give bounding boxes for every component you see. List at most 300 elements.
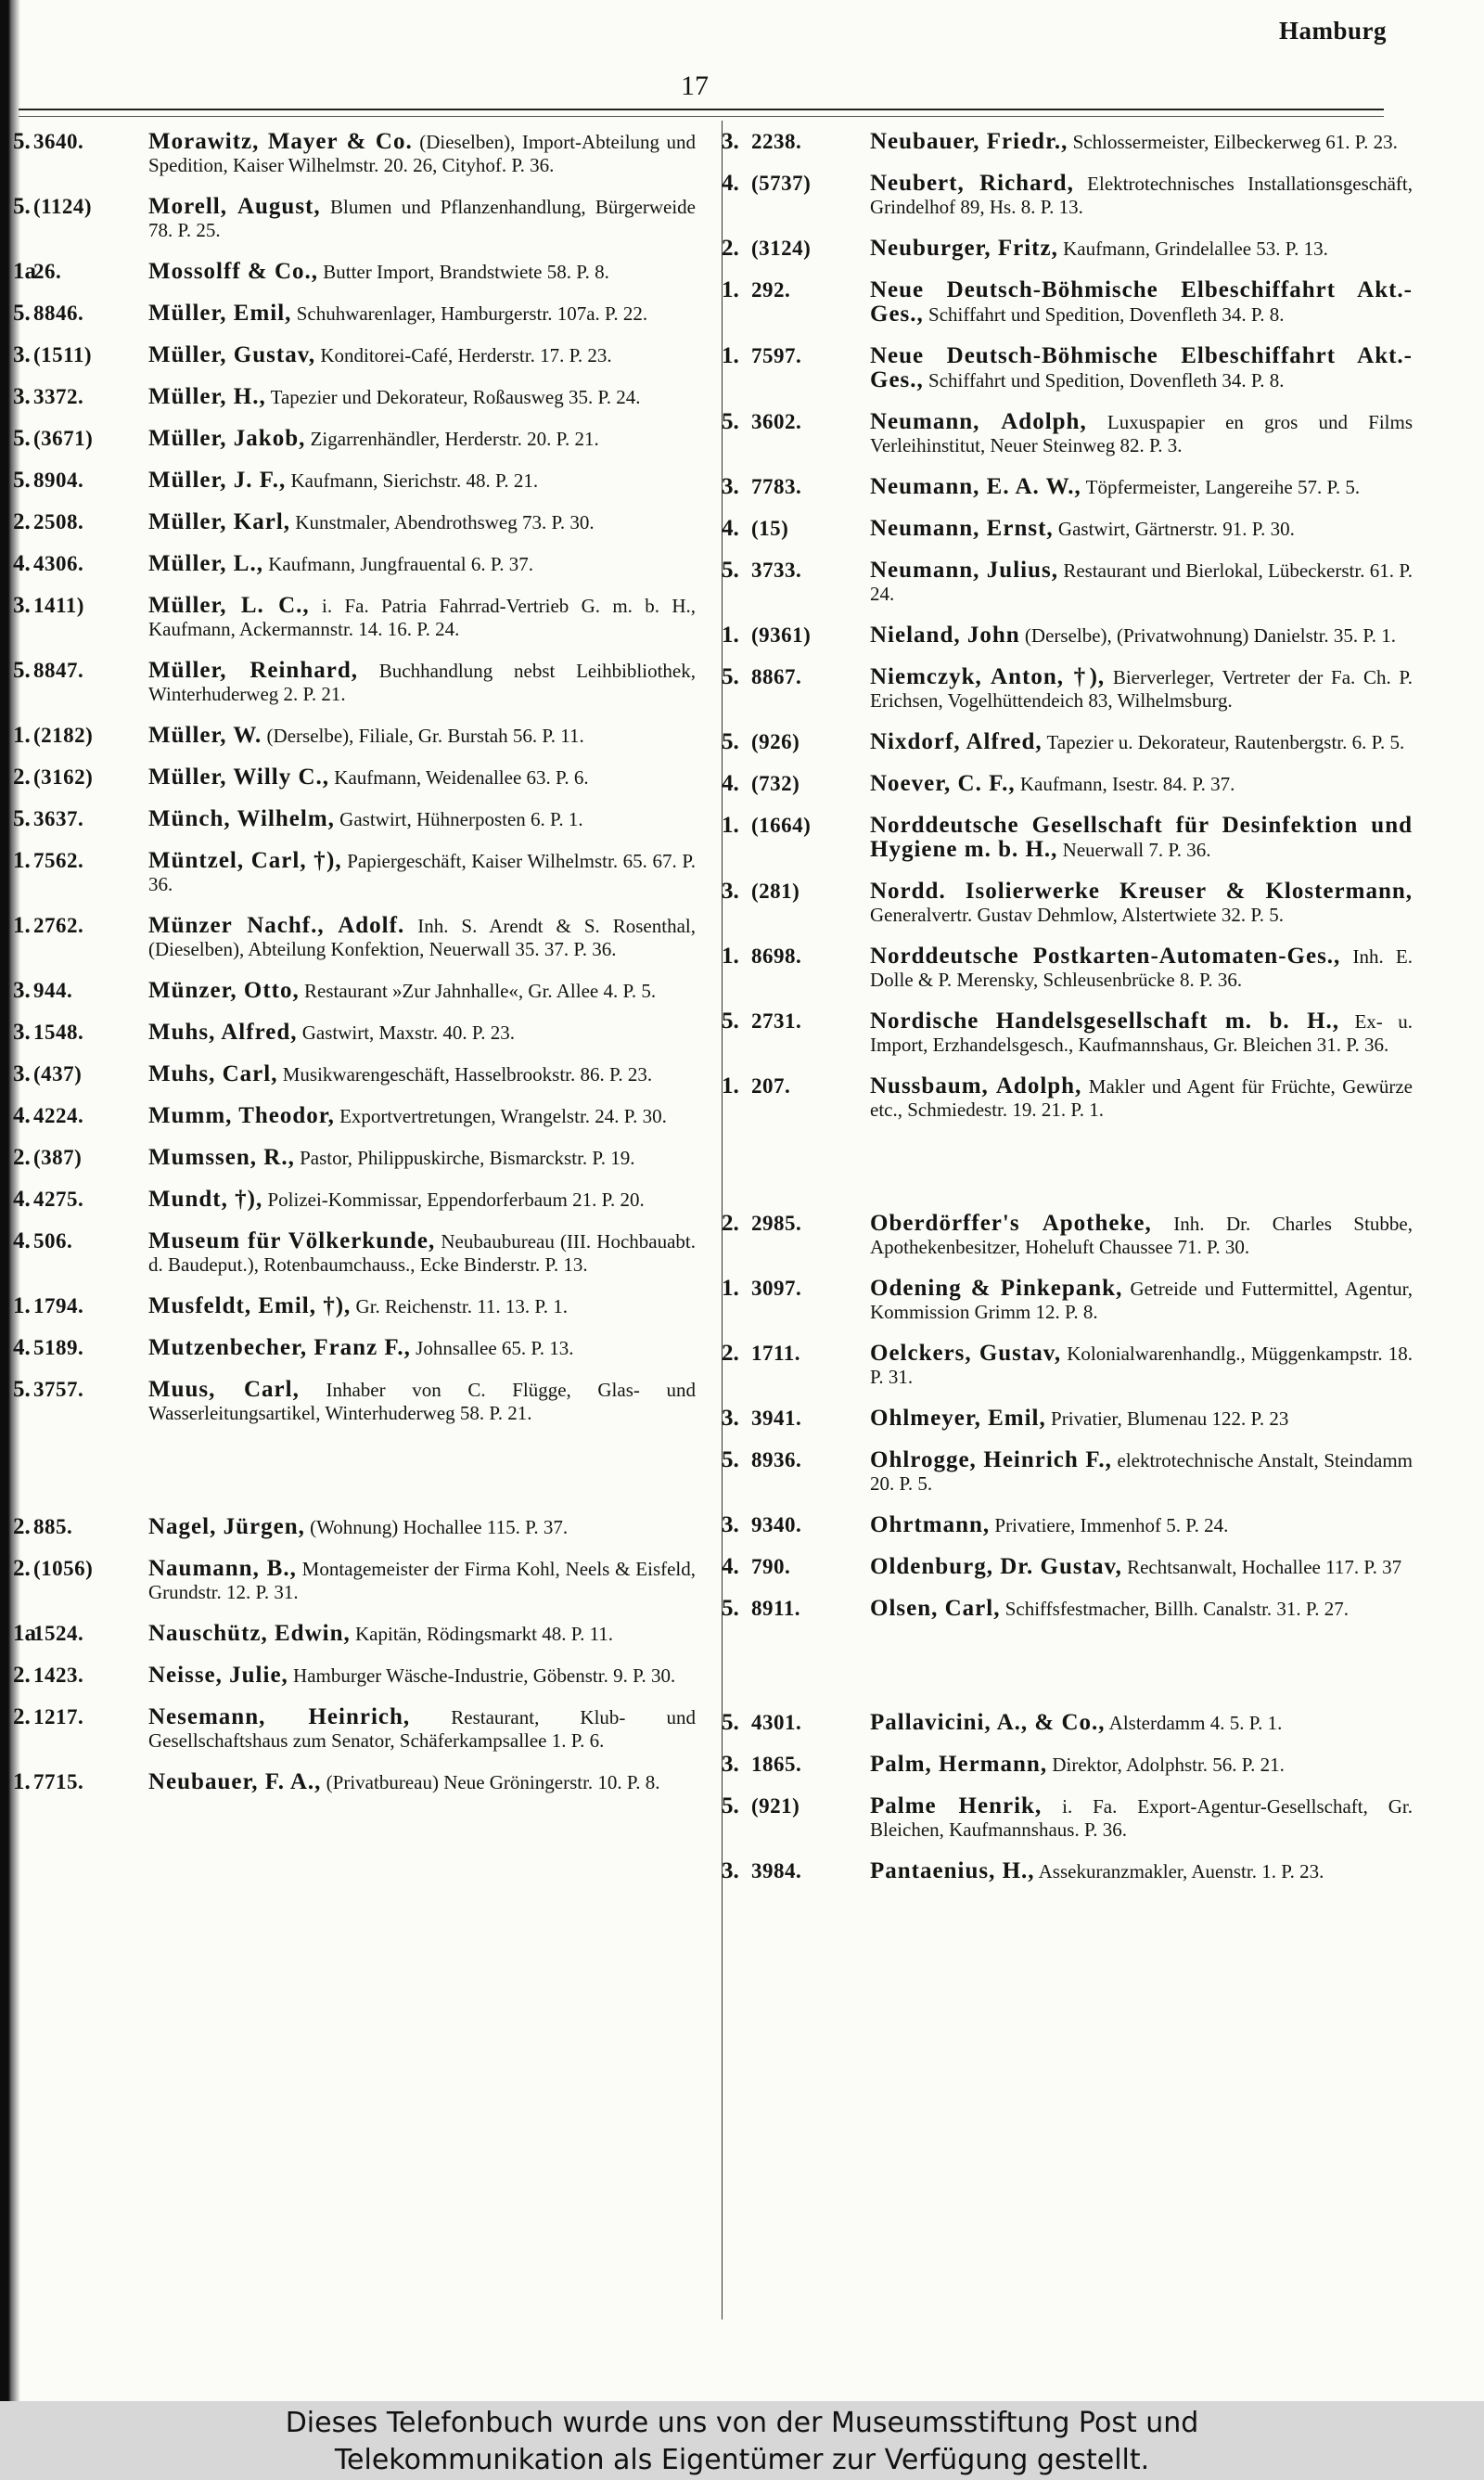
- exchange-line: 3.: [13, 978, 31, 1003]
- subscriber-name: Nauschütz, Edwin,: [148, 1621, 351, 1646]
- subscriber-details: Inhaber von C. Flügge, Glas- und Wasserleitungsartikel, Winterhuderweg 58. P. 21.: [148, 1379, 696, 1424]
- directory-entry: [722, 623, 1413, 648]
- directory-entry: [13, 914, 696, 961]
- exchange-line: 3.: [722, 474, 739, 499]
- header-rule-thin: [19, 116, 1384, 117]
- phone-number: 7715.: [33, 1770, 84, 1793]
- entry-text: [870, 1794, 1413, 1842]
- entry-text: [148, 427, 696, 451]
- exchange-line: 2.: [722, 1341, 739, 1366]
- entry-text: [870, 172, 1413, 219]
- exchange-line: 1.: [13, 1769, 31, 1794]
- subscriber-name: Ohlmeyer, Emil,: [870, 1406, 1046, 1431]
- directory-entry: [13, 979, 696, 1003]
- exchange-line: 4.: [13, 1228, 31, 1253]
- subscriber-name: Nesemann, Heinrich,: [148, 1704, 411, 1729]
- subscriber-details: Buchhandlung nebst Leihbibliothek, Winterhuderweg 2. P. 21.: [148, 660, 696, 705]
- exchange-line: 3.: [13, 1061, 31, 1086]
- subscriber-details: Polizei-Kommissar, Eppendorferbaum 21. P. 20.: [267, 1189, 645, 1211]
- entry-text: [870, 665, 1413, 713]
- directory-entry: [722, 1448, 1413, 1496]
- entry-text: [870, 559, 1413, 606]
- entry-text: [148, 385, 696, 409]
- directory-entry: [13, 510, 696, 534]
- directory-entry: [722, 130, 1413, 154]
- exchange-line: 3.: [722, 879, 739, 904]
- exchange-line: 3.: [722, 1858, 739, 1883]
- exchange-line: 3.: [13, 342, 31, 367]
- subscriber-name: Neubauer, Friedr.,: [870, 129, 1068, 154]
- entry-text: [148, 1104, 696, 1128]
- subscriber-details: Johnsallee 65. P. 13.: [416, 1337, 574, 1359]
- exchange-line: 5.: [13, 806, 31, 831]
- directory-entry: [13, 343, 696, 367]
- entry-text: [870, 623, 1413, 648]
- footer-notice: [0, 2401, 1484, 2480]
- exchange-line: 1.: [13, 723, 31, 748]
- subscriber-name: Nordd. Isolierwerke Kreuser & Klostermann,: [870, 879, 1413, 904]
- phone-number: (5737): [751, 172, 812, 195]
- entry-text: [870, 1407, 1413, 1431]
- exchange-line: 5.: [13, 194, 31, 219]
- directory-entry: [722, 517, 1413, 541]
- entry-text: [148, 1146, 696, 1170]
- phone-number: 3097.: [751, 1277, 802, 1300]
- exchange-line: 4.: [13, 1335, 31, 1360]
- city-heading: Hamburg: [1278, 17, 1387, 45]
- entry-text: [870, 344, 1413, 392]
- entry-text: [870, 1597, 1413, 1621]
- subscriber-name: Olsen, Carl,: [870, 1596, 1001, 1621]
- entry-text: [870, 772, 1413, 796]
- phone-number: 506.: [33, 1229, 73, 1253]
- subscriber-name: Neue Deutsch-Böhmische Elbeschiffahrt Akt.-Ges.,: [870, 277, 1413, 327]
- exchange-line: 4.: [13, 1103, 31, 1128]
- phone-number: 1865.: [751, 1753, 802, 1776]
- subscriber-name: Oberdörffer's Apotheke,: [870, 1211, 1152, 1236]
- entry-text: [148, 1622, 696, 1646]
- subscriber-details: Inh. E. Dolle & P. Merensky, Schleusenbrücke 8. P. 36.: [870, 945, 1413, 991]
- exchange-line: 2.: [13, 765, 31, 790]
- entry-text: [148, 1378, 696, 1425]
- directory-entry: [13, 1229, 696, 1277]
- subscriber-details: Schiffsfestmacher, Billh. Canalstr. 31. P. 27.: [1004, 1598, 1350, 1620]
- phone-number: (2182): [33, 724, 94, 747]
- exchange-line: 4.: [13, 1187, 31, 1212]
- entry-text: [148, 1770, 696, 1794]
- directory-entry: [13, 765, 696, 790]
- entry-text: [148, 594, 696, 641]
- subscriber-name: Nordische Handelsgesellschaft m. b. H.,: [870, 1009, 1340, 1034]
- subscriber-details: Hamburger Wäsche-Industrie, Göbenstr. 9. P. 30.: [293, 1664, 676, 1687]
- entry-text: [148, 807, 696, 831]
- phone-number: (437): [33, 1062, 83, 1086]
- subscriber-name: Müntzel, Carl, †),: [148, 848, 342, 873]
- directory-entry: [13, 552, 696, 576]
- exchange-line: 3.: [722, 1752, 739, 1777]
- entry-text: [148, 979, 696, 1003]
- subscriber-details: Kaufmann, Weidenallee 63. P. 6.: [334, 766, 589, 789]
- phone-number: 1711.: [751, 1342, 800, 1365]
- entry-text: [870, 130, 1413, 154]
- entry-text: [148, 195, 696, 242]
- entry-text: [148, 914, 696, 961]
- exchange-line: 5.: [722, 558, 739, 583]
- section-gap: [722, 1638, 1413, 1711]
- subscriber-details: Töpfermeister, Langereihe 57. P. 5.: [1085, 476, 1361, 498]
- phone-number: 8911.: [751, 1597, 800, 1620]
- subscriber-name: Neuburger, Fritz,: [870, 236, 1058, 261]
- subscriber-details: Restaurant »Zur Jahnhalle«, Gr. Allee 4. P. 5.: [304, 980, 657, 1002]
- exchange-line: 4.: [722, 1554, 739, 1579]
- entry-text: [148, 1229, 696, 1277]
- exchange-line: 3.: [13, 593, 31, 618]
- phone-number: 2762.: [33, 914, 84, 937]
- directory-entry: [722, 172, 1413, 219]
- phone-number: 5189.: [33, 1336, 84, 1359]
- exchange-line: 5.: [722, 1793, 739, 1818]
- exchange-line: 1a: [13, 259, 36, 284]
- directory-entry: [722, 730, 1413, 754]
- phone-number: 1423.: [33, 1664, 84, 1687]
- directory-entry: [722, 237, 1413, 261]
- directory-entry: [13, 1664, 696, 1688]
- subscriber-name: Naumann, B.,: [148, 1556, 297, 1581]
- entry-text: [148, 302, 696, 326]
- subscriber-name: Müller, H.,: [148, 384, 266, 409]
- exchange-line: 5.: [13, 426, 31, 451]
- subscriber-details: Restaurant, Klub- und Gesellschaftshaus zum Senator, Schäferkampsallee 1. P. 6.: [148, 1706, 697, 1752]
- subscriber-name: Münzer Nachf., Adolf.: [148, 913, 405, 938]
- subscriber-details: Pastor, Philippuskirche, Bismarckstr. P. 19.: [300, 1147, 635, 1169]
- phone-number: 1524.: [33, 1622, 84, 1645]
- directory-entry: [722, 559, 1413, 606]
- directory-entry: [13, 1146, 696, 1170]
- exchange-line: 5.: [13, 658, 31, 683]
- phone-number: (1056): [33, 1557, 94, 1580]
- directory-entry: [13, 1705, 696, 1753]
- entry-text: [870, 944, 1413, 992]
- phone-number: 1548.: [33, 1021, 84, 1044]
- subscriber-details: Tapezier u. Dekorateur, Rautenbergstr. 6. P. 5.: [1046, 731, 1405, 753]
- exchange-line: 2.: [13, 1704, 31, 1729]
- phone-number: 3640.: [33, 130, 84, 153]
- subscriber-name: Nagel, Jürgen,: [148, 1514, 305, 1539]
- directory-entry: [13, 1294, 696, 1318]
- subscriber-name: Mossolff & Co.,: [148, 259, 319, 284]
- subscriber-name: Palme Henrik,: [870, 1793, 1043, 1818]
- entry-text: [148, 1705, 696, 1753]
- subscriber-details: Butter Import, Brandstwiete 58. P. 8.: [323, 261, 609, 283]
- subscriber-name: Neumann, E. A. W.,: [870, 474, 1081, 499]
- subscriber-name: Morawitz, Mayer & Co.: [148, 129, 413, 154]
- entry-text: [870, 1859, 1413, 1883]
- entry-text: [870, 1277, 1413, 1324]
- directory-entry: [13, 807, 696, 831]
- subscriber-name: Müller, Willy C.,: [148, 765, 330, 790]
- phone-number: 2238.: [751, 130, 802, 153]
- exchange-line: 5.: [722, 664, 739, 689]
- subscriber-details: Exportvertretungen, Wrangelstr. 24. P. 30.: [339, 1105, 667, 1127]
- phone-number: 26.: [33, 260, 62, 283]
- left-column: [13, 130, 696, 1812]
- phone-number: 4275.: [33, 1188, 84, 1211]
- exchange-line: 4.: [722, 771, 739, 796]
- phone-number: 2731.: [751, 1009, 802, 1033]
- exchange-line: 5.: [13, 1377, 31, 1402]
- directory-entry: [13, 659, 696, 706]
- subscriber-details: Musikwarengeschäft, Hasselbrookstr. 86. P. 23.: [282, 1063, 653, 1086]
- subscriber-details: Kaufmann, Isestr. 84. P. 37.: [1019, 773, 1235, 795]
- subscriber-details: Bierverleger, Vertreter der Fa. Ch. P. Erichsen, Vogelhüttendeich 83, Wilhelmsburg.: [870, 666, 1414, 712]
- exchange-line: 5.: [722, 1447, 739, 1472]
- exchange-line: 3.: [722, 1512, 739, 1537]
- exchange-line: 5.: [13, 301, 31, 326]
- subscriber-name: Oelckers, Gustav,: [870, 1341, 1062, 1366]
- entry-text: [870, 1711, 1413, 1735]
- phone-number: (1664): [751, 814, 812, 837]
- phone-number: 8846.: [33, 302, 84, 325]
- exchange-line: 1.: [722, 277, 739, 302]
- exchange-line: 2.: [13, 1663, 31, 1688]
- subscriber-details: Zigarrenhändler, Herderstr. 20. P. 21.: [310, 428, 599, 450]
- subscriber-details: Getreide und Futtermittel, Agentur, Kommission Grimm 12. P. 8.: [870, 1278, 1414, 1323]
- exchange-line: 3.: [722, 129, 739, 154]
- directory-entry: [722, 880, 1413, 927]
- subscriber-details: Gr. Reichenstr. 11. 13. P. 1.: [355, 1295, 569, 1317]
- phone-number: 3941.: [751, 1407, 802, 1430]
- directory-entry: [13, 302, 696, 326]
- directory-entry: [722, 1342, 1413, 1389]
- directory-entry: [722, 1711, 1413, 1735]
- directory-entry: [722, 1074, 1413, 1122]
- subscriber-name: Mundt, †),: [148, 1187, 263, 1212]
- subscriber-name: Mutzenbecher, Franz F.,: [148, 1335, 411, 1360]
- entry-text: [148, 1188, 696, 1212]
- entry-text: [148, 510, 696, 534]
- phone-number: (921): [751, 1794, 800, 1818]
- subscriber-name: Müller, W.: [148, 723, 262, 748]
- directory-entry: [13, 1557, 696, 1604]
- subscriber-name: Pallavicini, A., & Co.,: [870, 1710, 1106, 1735]
- directory-entry: [13, 260, 696, 284]
- subscriber-name: Muhs, Carl,: [148, 1061, 278, 1086]
- subscriber-name: Musfeldt, Emil, †),: [148, 1293, 352, 1318]
- exchange-line: 5.: [722, 1009, 739, 1034]
- subscriber-name: Nussbaum, Adolph,: [870, 1073, 1082, 1099]
- subscriber-name: Odening & Pinkepank,: [870, 1276, 1123, 1301]
- exchange-line: 2.: [722, 1211, 739, 1236]
- entry-text: [148, 469, 696, 493]
- phone-number: (281): [751, 880, 800, 903]
- entry-text: [870, 475, 1413, 499]
- directory-entry: [13, 849, 696, 896]
- subscriber-details: i. Fa. Export-Agentur-Gesellschaft, Gr. Bleichen, Kaufmannshaus. P. 36.: [870, 1795, 1414, 1841]
- directory-entry: [13, 1104, 696, 1128]
- subscriber-details: Restaurant und Bierlokal, Lübeckerstr. 61. P. 24.: [870, 559, 1413, 605]
- directory-entry: [722, 665, 1413, 713]
- directory-entry: [13, 1021, 696, 1045]
- phone-number: (15): [751, 517, 789, 540]
- phone-number: 944.: [33, 979, 73, 1002]
- entry-text: [148, 1336, 696, 1360]
- entry-text: [870, 410, 1413, 457]
- exchange-line: 3.: [13, 1020, 31, 1045]
- directory-entry: [722, 814, 1413, 862]
- directory-entry: [722, 772, 1413, 796]
- phone-number: 790.: [751, 1555, 791, 1578]
- subscriber-details: Inh. Dr. Charles Stubbe, Apothekenbesitzer, Hoheluft Chaussee 71. P. 30.: [870, 1213, 1414, 1258]
- phone-number: (3162): [33, 765, 94, 789]
- subscriber-details: Privatier, Blumenau 122. P. 23: [1051, 1407, 1289, 1430]
- exchange-line: 3.: [722, 1406, 739, 1431]
- exchange-line: 1.: [13, 848, 31, 873]
- exchange-line: 2.: [13, 1556, 31, 1581]
- exchange-line: 4.: [722, 171, 739, 196]
- entry-text: [148, 765, 696, 790]
- phone-number: (1124): [33, 195, 93, 218]
- page-number: 17: [681, 71, 709, 101]
- phone-number: (1511): [33, 343, 93, 366]
- phone-number: 8698.: [751, 944, 802, 968]
- subscriber-details: Schlossermeister, Eilbeckerweg 61. P. 23.: [1072, 131, 1398, 153]
- section-gap: [13, 1443, 696, 1515]
- exchange-line: 5.: [722, 1596, 739, 1621]
- entry-text: [148, 1664, 696, 1688]
- page-header: [0, 17, 1484, 119]
- phone-number: 3372.: [33, 385, 84, 408]
- subscriber-name: Neumann, Ernst,: [870, 516, 1054, 541]
- subscriber-details: Gastwirt, Hühnerposten 6. P. 1.: [339, 808, 583, 830]
- directory-entry: [13, 469, 696, 493]
- phone-number: 1411): [33, 594, 84, 617]
- subscriber-name: Müller, Jakob,: [148, 426, 306, 451]
- directory-entry: [13, 1378, 696, 1425]
- subscriber-name: Mumm, Theodor,: [148, 1103, 335, 1128]
- directory-entry: [13, 195, 696, 242]
- exchange-line: 1.: [722, 1276, 739, 1301]
- phone-number: 7783.: [751, 475, 802, 498]
- subscriber-details: Luxuspapier en gros und Films Verleihinstitut, Neuer Steinweg 82. P. 3.: [870, 411, 1414, 456]
- directory-entry: [722, 1794, 1413, 1842]
- subscriber-details: Elektrotechnisches Installationsgeschäft, Grindelhof 89, Hs. 8. P. 13.: [870, 173, 1413, 218]
- subscriber-name: Norddeutsche Postkarten-Automaten-Ges.,: [870, 944, 1341, 969]
- footer-line-2: Telekommunikation als Eigentümer zur Verfügung gestellt.: [334, 2444, 1150, 2476]
- subscriber-details: Konditorei-Café, Herderstr. 17. P. 23.: [320, 344, 612, 366]
- subscriber-name: Ohrtmann,: [870, 1512, 991, 1537]
- subscriber-details: Direktor, Adolphstr. 56. P. 21.: [1052, 1754, 1285, 1776]
- phone-number: 7597.: [751, 344, 802, 367]
- subscriber-name: Muhs, Alfred,: [148, 1020, 298, 1045]
- exchange-line: 1.: [722, 343, 739, 368]
- subscriber-details: Neubaubureau (III. Hochbauabt. d. Baudeput.), Rotenbaumchauss., Ecke Binderstr. P. 13.: [148, 1230, 696, 1276]
- subscriber-name: Münch, Wilhelm,: [148, 806, 335, 831]
- exchange-line: 4.: [722, 516, 739, 541]
- subscriber-details: Inh. S. Arendt & S. Rosenthal, (Dieselben), Abteilung Konfektion, Neuerwall 35. 37. P. 36.: [148, 915, 696, 960]
- directory-entry: [722, 278, 1413, 327]
- phone-number: 8867.: [751, 665, 802, 688]
- exchange-line: 1.: [13, 913, 31, 938]
- exchange-line: 2.: [13, 1145, 31, 1170]
- exchange-line: 2.: [13, 509, 31, 534]
- entry-text: [148, 130, 696, 177]
- entry-text: [870, 1212, 1413, 1259]
- entry-text: [870, 1009, 1413, 1057]
- subscriber-details: Montagemeister der Firma Kohl, Neels & Eisfeld, Grundstr. 12. P. 31.: [148, 1558, 697, 1603]
- entry-text: [870, 730, 1413, 754]
- directory-entry: [722, 1555, 1413, 1579]
- subscriber-details: Gastwirt, Gärtnerstr. 91. P. 30.: [1057, 518, 1295, 540]
- subscriber-name: Müller, Reinhard,: [148, 658, 358, 683]
- phone-number: 3637.: [33, 807, 84, 830]
- subscriber-name: Mumssen, R.,: [148, 1145, 295, 1170]
- entry-text: [148, 659, 696, 706]
- entry-text: [870, 1342, 1413, 1389]
- entry-text: [870, 278, 1413, 327]
- subscriber-details: elektrotechnische Anstalt, Steindamm 20. P. 5.: [870, 1449, 1414, 1495]
- phone-number: 292.: [751, 278, 791, 302]
- exchange-line: 1.: [722, 623, 739, 648]
- subscriber-name: Ohlrogge, Heinrich F.,: [870, 1447, 1112, 1472]
- directory-entry: [13, 1770, 696, 1794]
- phone-number: (3671): [33, 427, 94, 450]
- subscriber-name: Noever, C. F.,: [870, 771, 1016, 796]
- phone-number: 2985.: [751, 1212, 802, 1235]
- entry-text: [870, 1448, 1413, 1496]
- exchange-line: 4.: [13, 551, 31, 576]
- phone-number: 8847.: [33, 659, 84, 682]
- phone-number: (926): [751, 730, 800, 753]
- directory-entry: [722, 1277, 1413, 1324]
- entry-text: [148, 1062, 696, 1086]
- exchange-line: 5.: [13, 129, 31, 154]
- subscriber-name: Neubert, Richard,: [870, 171, 1074, 196]
- subscriber-name: Niemczyk, Anton, †),: [870, 664, 1106, 689]
- subscriber-details: Generalvertr. Gustav Dehmlow, Alstertwiete 32. P. 5.: [870, 904, 1284, 926]
- entry-text: [148, 552, 696, 576]
- phone-number: 2508.: [33, 510, 84, 533]
- subscriber-details: (Derselbe), Filiale, Gr. Burstah 56. P. 11.: [266, 725, 584, 747]
- phone-number: 1217.: [33, 1705, 84, 1728]
- entry-text: [148, 343, 696, 367]
- phone-number: (732): [751, 772, 800, 795]
- exchange-line: 5.: [722, 1710, 739, 1735]
- directory-entry: [722, 1212, 1413, 1259]
- subscriber-details: Papiergeschäft, Kaiser Wilhelmstr. 65. 67. P. 36.: [148, 850, 696, 895]
- entry-text: [870, 814, 1413, 862]
- entry-text: [148, 1557, 696, 1604]
- exchange-line: 5.: [722, 729, 739, 754]
- directory-entry: [13, 1622, 696, 1646]
- subscriber-name: Müller, L. C.,: [148, 593, 310, 618]
- subscriber-details: Blumen und Pflanzenhandlung, Bürgerweide 78. P. 25.: [148, 196, 697, 241]
- directory-entry: [722, 475, 1413, 499]
- subscriber-name: Müller, L.,: [148, 551, 263, 576]
- phone-number: 4224.: [33, 1104, 84, 1127]
- directory-entry: [13, 724, 696, 748]
- subscriber-details: Tapezier und Dekorateur, Roßausweg 35. P. 24.: [270, 386, 641, 408]
- subscriber-name: Neumann, Adolph,: [870, 409, 1087, 434]
- exchange-line: 1.: [722, 1073, 739, 1099]
- subscriber-details: Schiffahrt und Spedition, Dovenfleth 34. P. 8.: [928, 369, 1285, 392]
- directory-entry: [13, 427, 696, 451]
- subscriber-name: Müller, Emil,: [148, 301, 292, 326]
- footer-line-1: Dieses Telefonbuch wurde uns von der Museumsstiftung Post und: [285, 2407, 1199, 2439]
- directory-entry: [722, 1513, 1413, 1537]
- phone-number: 9340.: [751, 1513, 802, 1536]
- entry-text: [148, 260, 696, 284]
- subscriber-details: (Dieselben), Import-Abteilung und Spedition, Kaiser Wilhelmstr. 20. 26, Cityhof. P. 36.: [148, 131, 696, 176]
